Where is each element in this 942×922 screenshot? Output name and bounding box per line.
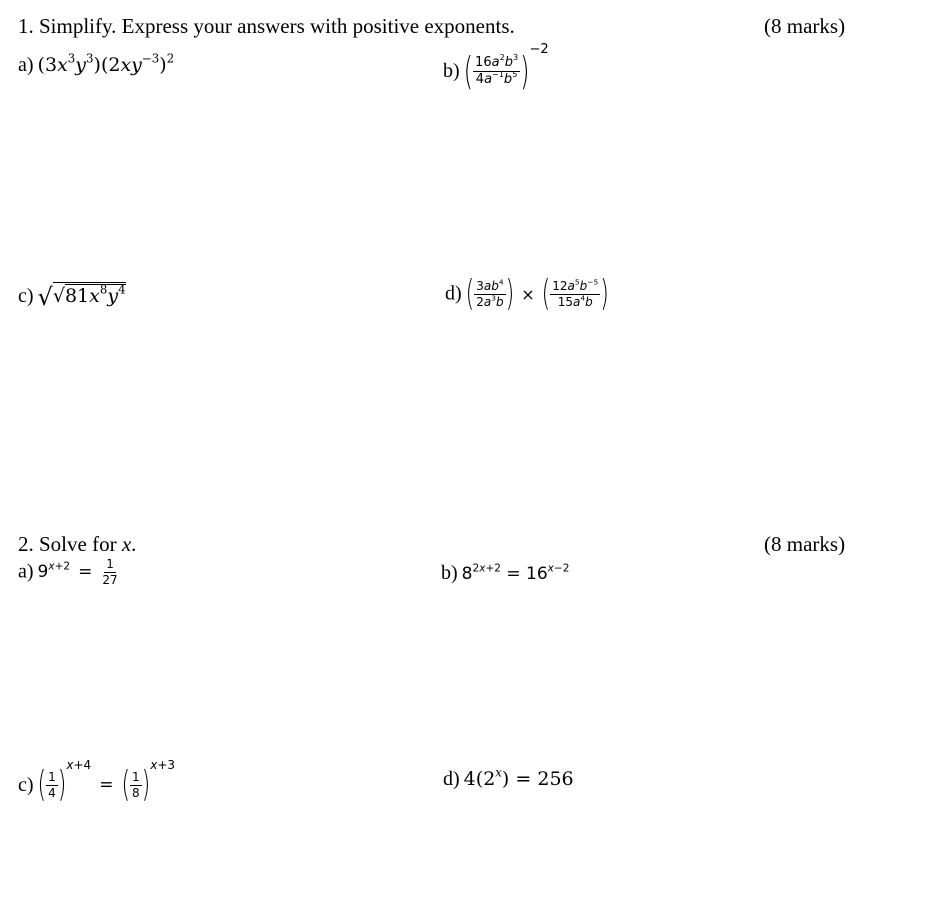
paren-close: ) — [141, 765, 151, 806]
inner-radical-icon: √ — [52, 285, 65, 307]
variable: a — [484, 71, 493, 87]
coefficient: 3 — [44, 54, 58, 76]
coefficient: 16 — [475, 55, 492, 71]
denominator — [556, 295, 595, 309]
numerator — [550, 277, 600, 295]
denominator — [474, 295, 505, 309]
base: 9 — [37, 562, 49, 583]
paren-close: ) — [159, 54, 167, 76]
q2c-problem — [18, 758, 176, 806]
q2c-exponent-1 — [66, 758, 91, 772]
equals-sign: = — [99, 775, 114, 796]
q1d-label: d) — [445, 282, 462, 305]
exponent: 3 — [491, 293, 496, 303]
q1b-problem — [443, 42, 549, 94]
times-sign: × — [521, 284, 535, 304]
variable: x — [89, 285, 100, 307]
coefficient: 2 — [476, 294, 484, 309]
variable: b — [579, 279, 588, 293]
exponent: 3 — [86, 51, 94, 66]
outer-radicand — [53, 282, 126, 307]
q2d-expression — [463, 765, 574, 790]
right-hand-side: 256 — [537, 768, 574, 790]
q1a-problem — [18, 51, 175, 77]
exponent: 8 — [99, 282, 108, 297]
variable: b — [504, 55, 513, 71]
variable: y — [131, 54, 142, 76]
numerator — [474, 277, 505, 295]
variable: b — [585, 294, 593, 309]
exponent-variable: x — [479, 562, 486, 575]
coefficient: 12 — [552, 279, 568, 293]
q1-title: 1. Simplify. Express your answers with positive exponents. — [18, 14, 515, 38]
base: 2 — [483, 768, 496, 790]
q2c-label: c) — [18, 773, 34, 796]
variable: b — [491, 279, 499, 293]
coefficient: 15 — [557, 294, 573, 309]
paren-close: ) — [600, 274, 609, 315]
exponent: 2 — [499, 53, 505, 63]
base: 8 — [461, 564, 473, 584]
paren-open: ( — [541, 274, 551, 315]
q1c-problem — [18, 282, 126, 311]
exponent: −3 — [141, 51, 160, 66]
q1-marks: (8 marks) — [764, 14, 846, 38]
variable: a — [483, 279, 492, 293]
denominator: 8 — [132, 785, 140, 800]
paren-close: ) — [93, 54, 101, 76]
paren-close: ) — [501, 768, 510, 790]
exponent: 3 — [512, 53, 519, 63]
coefficient: 3 — [476, 279, 484, 293]
q2-title-text: 2. Solve for — [18, 532, 122, 556]
paren-open: ( — [100, 54, 109, 76]
q2a-label: a) — [18, 560, 34, 583]
q1b-label: b) — [443, 59, 460, 82]
q2b-expression — [462, 564, 570, 584]
inner-radicand — [65, 284, 126, 307]
exponent-rest: +4 — [73, 758, 92, 772]
q2d-label: d) — [443, 768, 460, 790]
variable: y — [75, 54, 87, 76]
q1d-fraction-1 — [474, 277, 505, 309]
q2a-problem — [18, 558, 120, 586]
q2a-fraction — [100, 558, 119, 586]
q1d-problem — [445, 274, 609, 315]
equals-sign: = — [506, 564, 521, 584]
q2c-fraction-2 — [130, 771, 142, 799]
outer-exponent: 2 — [166, 51, 175, 66]
q2b-problem — [441, 562, 569, 585]
numerator: 1 — [132, 770, 140, 785]
exponent: 4 — [580, 293, 586, 303]
variable: b — [496, 294, 504, 309]
paren-close: ) — [520, 48, 530, 94]
q2-title-period: . — [131, 532, 137, 556]
coefficient: 4 — [463, 768, 476, 790]
q1a-expression — [37, 51, 175, 76]
coefficient: 81 — [64, 285, 90, 307]
q2b-label: b) — [441, 562, 458, 584]
equals-sign: = — [515, 768, 532, 790]
variable: x — [57, 54, 68, 76]
coefficient: 2 — [108, 54, 121, 76]
outer-exponent: −2 — [529, 42, 549, 57]
exponent: 3 — [67, 51, 76, 66]
exponent-rest: +3 — [157, 758, 176, 772]
q2-title-variable: x — [121, 532, 132, 556]
paren-close: ) — [505, 274, 515, 315]
exponent-coefficient: 2 — [472, 562, 480, 575]
exponent: 5 — [512, 70, 518, 80]
q2a-lhs — [38, 562, 71, 582]
exponent-variable: x — [150, 758, 158, 772]
paren-open: ( — [475, 768, 484, 790]
variable: x — [120, 54, 132, 76]
q1b-fraction — [473, 53, 520, 87]
q2-title — [18, 532, 136, 557]
coefficient: 4 — [475, 71, 485, 87]
exponent-rest: +2 — [485, 562, 501, 575]
variable: a — [567, 279, 575, 293]
numerator: 1 — [48, 770, 56, 785]
exponent-variable: x — [48, 560, 55, 573]
paren-open: ( — [37, 54, 45, 76]
q2-marks: (8 marks) — [764, 532, 846, 556]
exponent: −5 — [587, 277, 599, 287]
denominator — [474, 72, 520, 87]
q2d-problem — [443, 765, 574, 791]
variable: b — [503, 71, 513, 87]
paren-open: ( — [121, 765, 131, 806]
exponent-variable: x — [495, 765, 502, 780]
variable: y — [107, 285, 119, 307]
q1c-label: c) — [18, 285, 34, 307]
exponent-rest: +2 — [54, 560, 71, 573]
exponent-rest: −2 — [553, 562, 570, 575]
paren-open: ( — [463, 48, 474, 94]
paren-open: ( — [465, 274, 475, 315]
base: 16 — [526, 564, 548, 584]
exponent: 4 — [498, 277, 504, 287]
variable: a — [483, 294, 492, 309]
numerator: 1 — [106, 557, 114, 571]
denominator: 27 — [102, 572, 118, 587]
q2c-fraction-1 — [46, 771, 58, 799]
exponent-variable: x — [547, 562, 554, 575]
equals-sign: = — [78, 562, 93, 583]
q1d-fraction-2 — [550, 277, 600, 309]
denominator: 4 — [48, 785, 56, 800]
exponent: 4 — [118, 282, 126, 297]
exponent: −1 — [492, 70, 504, 80]
paren-close: ) — [57, 765, 67, 806]
variable: a — [491, 55, 500, 71]
exponent-variable: x — [66, 758, 74, 772]
variable: a — [572, 294, 581, 309]
q2c-exponent-2 — [150, 758, 175, 772]
exponent: 5 — [574, 277, 580, 287]
q1c-expression — [38, 282, 126, 311]
outer-radical-icon: √ — [37, 283, 53, 311]
q1a-label: a) — [18, 54, 34, 76]
paren-open: ( — [37, 765, 47, 806]
